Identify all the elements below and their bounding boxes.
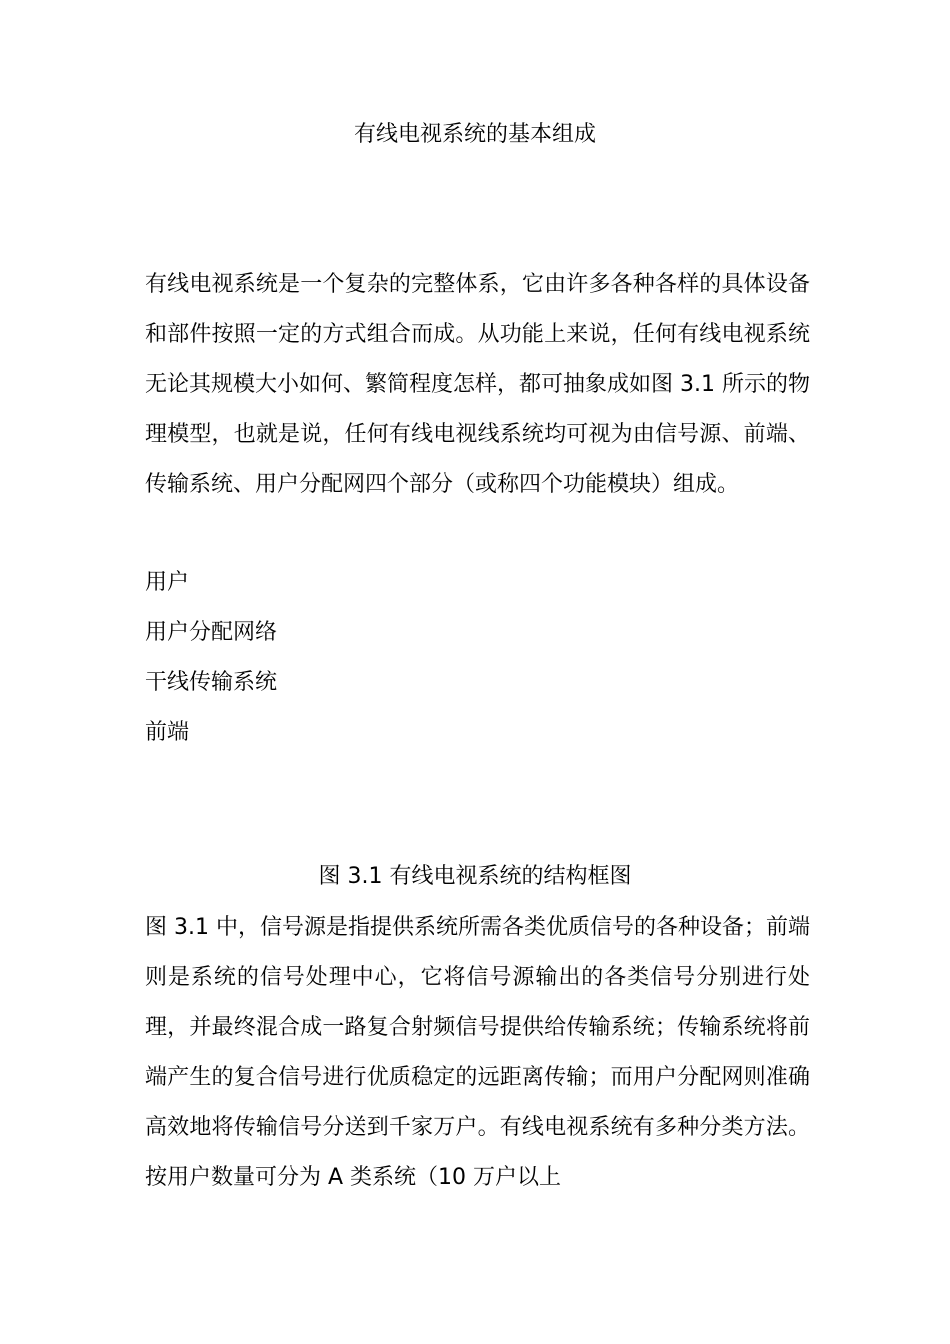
detail-paragraph: 图 3.1 中，信号源是指提供系统所需各类优质信号的各种设备；前端则是系统的信号处理中心，它将信号源输出的各类信号分别进行处理，并最终混合成一路复合射频信号提供给传输系统；传输系统将前端产生的复合信号进行优质稳定的远距离传输；而用户分配网则准确高效地将传输信号分送到千家万户。有线电视系统有多种分类方法。按用户数量可分为 A 类系统（10 万户以上 xyxy=(145,915,810,1190)
figure-caption: 图 3.1 有线电视系统的结构框图 xyxy=(318,864,632,889)
diagram-label-headend: 前端 xyxy=(145,720,190,745)
diagram-label-distribution-network: 用户分配网络 xyxy=(145,620,278,645)
intro-paragraph: 有线电视系统是一个复杂的完整体系，它由许多各种各样的具体设备和部件按照一定的方式组合而成。从功能上来说，任何有线电视系统无论其规模大小如何、繁简程度怎样，都可抽象成如图 3.1 所示的物理模型，也就是说，任何有线电视线系统均可视为由信号源、前端、传输系统、用户分配网四个部分（或称四个功能模块）组成。 xyxy=(145,272,810,497)
diagram-label-user: 用户 xyxy=(145,570,190,595)
document-title: 有线电视系统的基本组成 xyxy=(353,122,596,147)
diagram-label-trunk-transmission: 干线传输系统 xyxy=(145,670,278,695)
